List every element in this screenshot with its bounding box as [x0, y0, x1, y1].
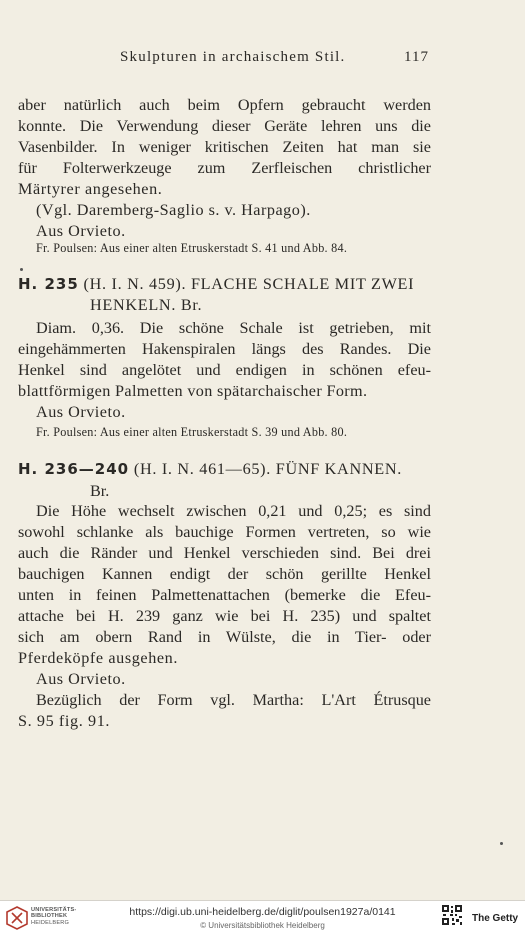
- library-name-line: UNIVERSITÄTS-: [31, 907, 77, 913]
- viewer-footer: [0, 900, 525, 935]
- catalogue-number: H. 236—240: [18, 460, 130, 478]
- library-name-line: HEIDELBERG: [31, 919, 70, 926]
- text-line: Pferdeköpfe ausgehen.: [18, 649, 179, 667]
- text-line: blattförmigen Palmetten von spätarchaischer Form.: [18, 382, 368, 400]
- provenance-line: Aus Orvieto.: [36, 403, 126, 421]
- reference-line: Bezüglich der Form vgl. Martha: L'Art Étrusque: [36, 691, 431, 709]
- page-number: 117: [404, 49, 429, 65]
- text-line: Vasenbilder. In weniger kritischen Zeiten hat man sie: [18, 138, 431, 156]
- ink-speck: [20, 268, 23, 271]
- ink-speck: [500, 842, 503, 845]
- text-line: Die Höhe wechselt zwischen 0,21 und 0,25; es sind: [36, 502, 431, 520]
- catalogue-heading-235: [18, 274, 414, 294]
- bibliography-line: Fr. Poulsen: Aus einer alten Etruskerstadt S. 39 und Abb. 80.: [36, 425, 348, 439]
- text-line: sich am obern Rand in Wülste, die in Tier- oder: [18, 628, 431, 646]
- text-line: Henkel sind angelötet und endigen in schönen efeu-: [18, 361, 431, 379]
- text-line: aber natürlich auch beim Opfern gebraucht werden: [18, 96, 431, 114]
- text-line: unten in feinen Palmettenattachen (bemerke die Efeu-: [18, 586, 431, 604]
- text-line: konnte. Die Verwendung dieser Geräte lehren uns die: [18, 117, 431, 135]
- catalogue-heading-236-240: [18, 459, 402, 479]
- text-line: bauchigen Kannen endigt der schön gerillte Henkel: [18, 565, 431, 583]
- library-name-line: BIBLIOTHEK: [31, 913, 68, 920]
- provenance-line: Aus Orvieto.: [36, 222, 126, 240]
- running-header: [0, 49, 525, 71]
- heading-continuation: HENKELN. Br.: [90, 296, 203, 314]
- catalogue-number: H. 235: [18, 275, 79, 293]
- running-title: Skulpturen in archaischem Stil.: [120, 49, 346, 65]
- text-line: für Folterwerkzeuge zum Zerfleischen christlicher: [18, 159, 431, 177]
- reference-line: S. 95 fig. 91.: [18, 712, 111, 730]
- provenance-line: Aus Orvieto.: [36, 670, 126, 688]
- qr-code-icon: [441, 904, 463, 926]
- heading-text: (H. I. N. 459). FLACHE SCHALE MIT ZWEI: [78, 275, 415, 293]
- text-line: eingehämmerten Hakenspiralen längs des Randes. Die: [18, 340, 431, 358]
- text-line: auch die Ränder und Henkel verschieden sind. Bei drei: [18, 544, 431, 562]
- text-line: attache bei H. 239 ganz wie bei H. 235) und spaltet: [18, 607, 431, 625]
- heading-continuation: Br.: [90, 482, 110, 500]
- text-line: Märtyrer angesehen.: [18, 180, 163, 198]
- heading-text: (H. I. N. 461—65). FÜNF KANNEN.: [129, 460, 402, 478]
- page-url-link[interactable]: https://digi.ub.uni-heidelberg.de/diglit/poulsen1927a/0141: [129, 906, 396, 918]
- bibliography-line: Fr. Poulsen: Aus einer alten Etruskerstadt S. 41 und Abb. 84.: [36, 241, 348, 255]
- copyright-notice: © Universitätsbibliothek Heidelberg: [200, 921, 325, 930]
- getty-credit: The Getty: [472, 913, 519, 924]
- reference-line: (Vgl. Daremberg-Saglio s. v. Harpago).: [36, 201, 311, 219]
- text-line: sowohl schlanke als bauchige Formen vertreten, so wie: [18, 523, 431, 541]
- text-line: Diam. 0,36. Die schöne Schale ist getrieben, mit: [36, 319, 431, 337]
